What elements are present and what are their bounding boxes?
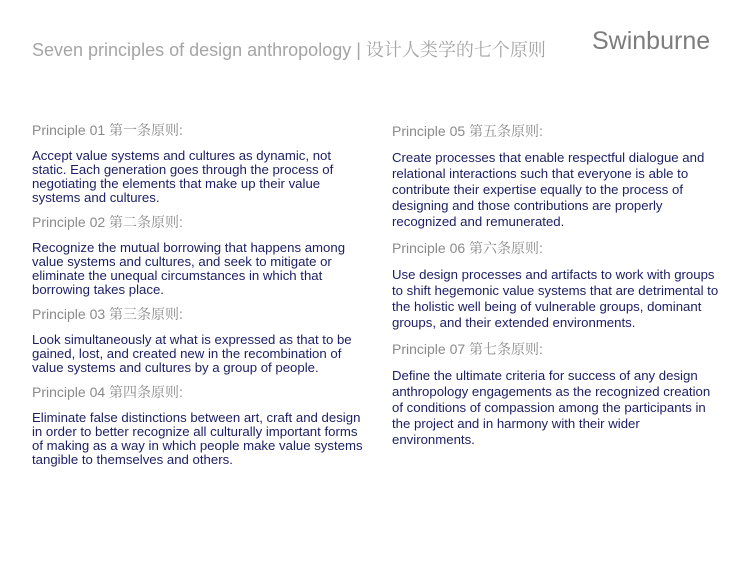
- principle-text: Recognize the mutual borrowing that happens among value systems and cultures, and seek to mitigate or eliminate the unequal circumstances in which that borrowing takes place.: [32, 240, 346, 297]
- principle-heading: Principle 03 第三条原则:: [32, 306, 183, 322]
- principle-text: Look simultaneously at what is expressed as that to be gained, lost, and created new in the recombination of value systems and cultures by a group of people.: [32, 332, 352, 375]
- principle-heading: Principle 02 第二条原则:: [32, 214, 183, 230]
- principle-04: [32, 384, 368, 467]
- principle-03: [32, 306, 368, 375]
- principle-text: Accept value systems and cultures as dynamic, not static. Each generation goes through the process of negotiating the elements that make up their value systems and cultures.: [32, 148, 334, 205]
- principle-05: [392, 123, 722, 230]
- principle-heading: Principle 07 第七条原则:: [392, 341, 543, 357]
- principle-07: [392, 341, 722, 448]
- principle-text: Use design processes and artifacts to work with groups to shift hegemonic value systems that are detrimental to the holistic well being of vulnerable groups, dominant groups, and their extended environments.: [392, 267, 719, 330]
- brand-logo-text: Swinburne: [592, 27, 711, 55]
- principle-02: [32, 214, 368, 297]
- principle-heading: Principle 06 第六条原则:: [392, 240, 543, 256]
- principle-text: Create processes that enable respectful dialogue and relational interactions such that everyone is able to contribute their expertise equally to the process of designing and those contributions are properly recognized and remunerated.: [392, 150, 705, 229]
- page-title: Seven principles of design anthropology | 设计人类学的七个原则: [32, 40, 546, 60]
- principle-heading: Principle 04 第四条原则:: [32, 384, 183, 400]
- principle-text: Eliminate false distinctions between art, craft and design in order to better recognize all culturally important forms of making as a way in which people make value systems tangible to themselves and others.: [32, 410, 363, 467]
- principle-heading: Principle 05 第五条原则:: [392, 123, 543, 139]
- principles-right-column: [392, 123, 722, 458]
- principle-06: [392, 240, 722, 331]
- principle-heading: Principle 01 第一条原则:: [32, 122, 183, 138]
- principle-01: [32, 122, 368, 205]
- principle-text: Define the ultimate criteria for success of any design anthropology engagements as the recognized creation of conditions of compassion among the participants in the project and in harmony with their wider environments.: [392, 368, 711, 447]
- principles-left-column: [32, 122, 368, 476]
